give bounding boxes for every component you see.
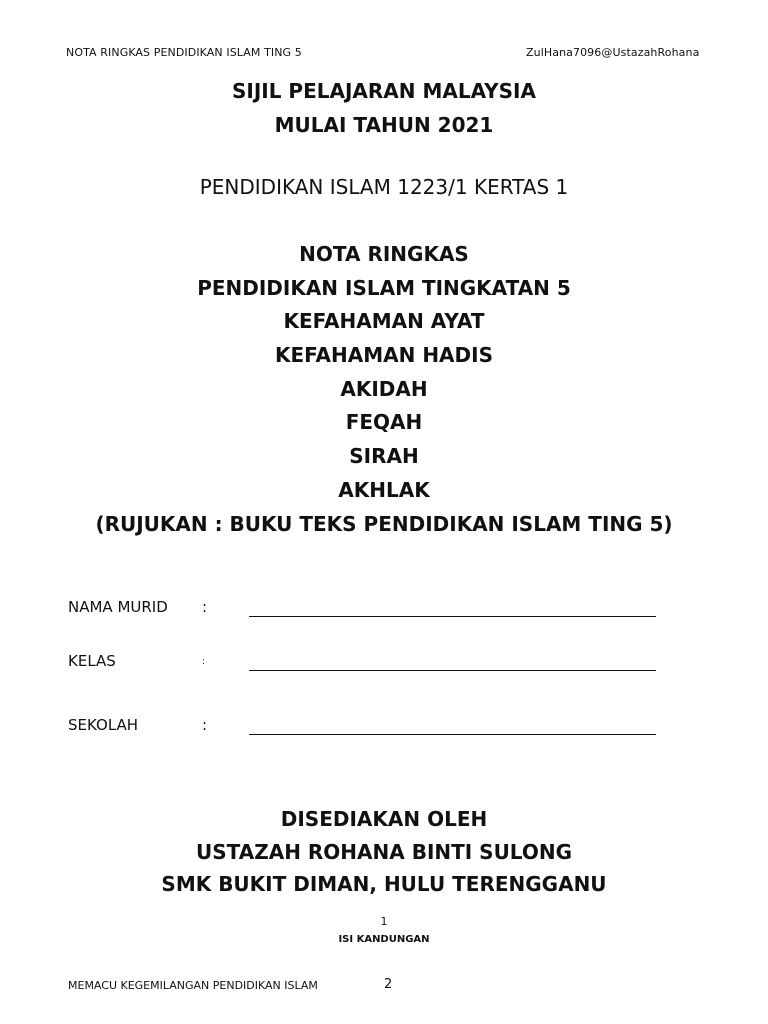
paper-subtitle: PENDIDIKAN ISLAM 1223/1 KERTAS 1 <box>199 175 569 199</box>
topic-item: FEQAH <box>345 410 423 435</box>
form-label: KELAS <box>68 652 116 670</box>
topic-item: KEFAHAMAN HADIS <box>275 343 493 368</box>
reference-note: (RUJUKAN : BUKU TEKS PENDIDIKAN ISLAM TING 5) <box>95 511 673 536</box>
prepared-by-line: DISEDIAKAN OLEH <box>280 807 488 831</box>
topic-list <box>0 238 768 541</box>
running-header-title: NOTA RINGKAS PENDIDIKAN ISLAM TING 5 <box>66 46 302 59</box>
cover-title <box>0 74 768 142</box>
footer-page-number: 2 <box>384 977 393 992</box>
topic-item: KEFAHAMAN AYAT <box>283 309 485 334</box>
topic-item: SIRAH <box>349 444 419 469</box>
cover-title-line: SIJIL PELAJARAN MALAYSIA <box>232 79 536 103</box>
form-label: SEKOLAH <box>68 716 139 734</box>
table-of-contents-heading: ISI KANDUNGAN <box>338 934 430 945</box>
class-field[interactable] <box>249 670 656 671</box>
form-colon: : <box>202 598 208 616</box>
running-header-author: ZulHana7096@UstazahRohana <box>526 46 700 59</box>
topic-item: PENDIDIKAN ISLAM TINGKATAN 5 <box>197 275 571 300</box>
prepared-by-line: SMK BUKIT DIMAN, HULU TERENGGANU <box>161 872 607 896</box>
form-row-school <box>0 716 768 746</box>
school-field[interactable] <box>249 734 656 735</box>
form-row-class <box>0 652 768 682</box>
footer-slogan: MEMACU KEGEMILANGAN PENDIDIKAN ISLAM <box>68 979 318 992</box>
form-colon: : <box>202 657 206 667</box>
prepared-by-line: USTAZAH ROHANA BINTI SULONG <box>196 839 572 864</box>
topic-item: AKIDAH <box>340 376 428 401</box>
form-label: NAMA MURID <box>68 598 168 616</box>
cover-title-line: MULAI TAHUN 2021 <box>274 113 494 137</box>
form-row-student-name <box>0 598 768 628</box>
student-name-field[interactable] <box>249 616 656 617</box>
prepared-by <box>0 803 768 901</box>
page-number: 1 <box>380 915 388 928</box>
topic-item: AKHLAK <box>338 477 430 502</box>
form-colon: : <box>202 716 208 734</box>
topic-heading: NOTA RINGKAS <box>299 242 469 266</box>
